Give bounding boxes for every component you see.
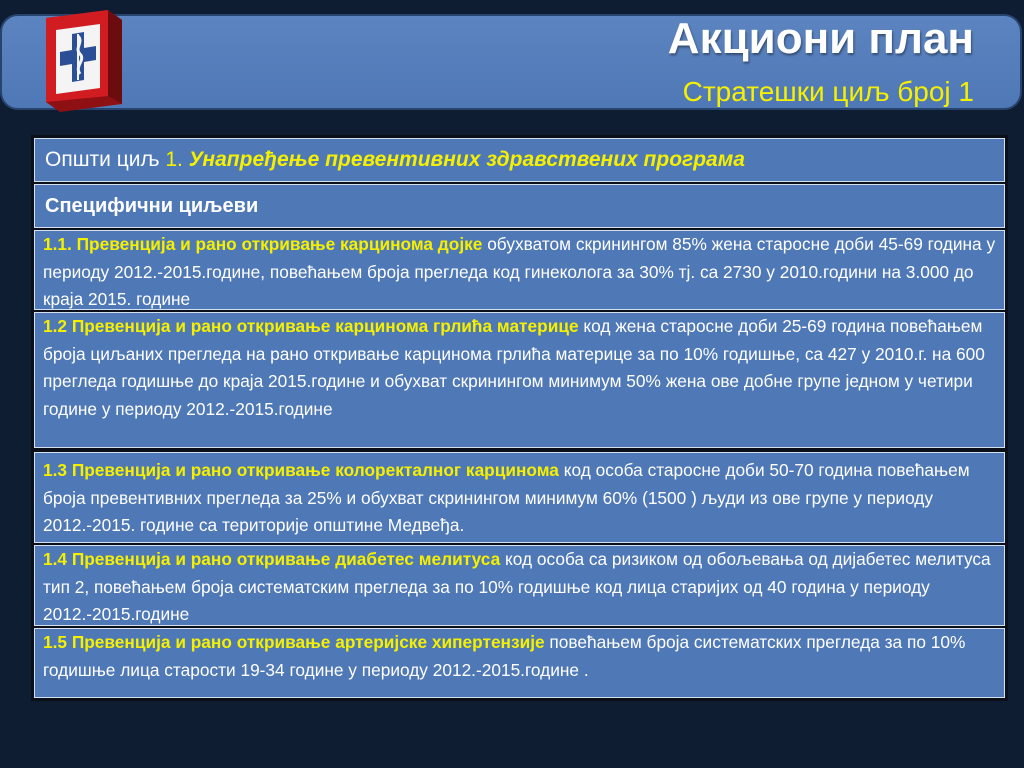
goal-text: код жена старосне доби 25-69 година повећањем броја циљаних прегледа на рано откривање карцинома грлића материце за по 10% годишње, са 427 у 2010.г. на 600 прегледа годишње до краја 2015.године и обухват скринингом минимум 50% жена ове добне групе једном у четири године у периоду 2012.-2015.године [43, 316, 985, 419]
goal-title: 1.2 Превенција и рано откривање карцинома грлића материце [43, 316, 579, 336]
general-goal-number: 1. [165, 148, 183, 171]
page-subtitle: Стратешки циљ број 1 [682, 76, 974, 107]
goal-text: код особа са ризиком од обољевања од дијабетес мелитуса тип 2, повећањем броја систематским прегледа за по 10% годишње код лица старијих од 40 година у периоду 2012.-2015.године [43, 549, 991, 624]
general-goal-row [34, 138, 1005, 182]
specific-goals-header [34, 184, 1005, 228]
goal-row-1-1 [34, 230, 1005, 310]
goal-row-1-3 [34, 452, 1005, 543]
goal-row-1-4 [34, 545, 1005, 626]
general-goal-label: Општи циљ [45, 148, 166, 171]
goal-title: 1.1. Превенција и рано откривање карцинома дојке [43, 234, 483, 254]
goal-text: обухватом скринингом 85% жена старосне доби 45-69 година у периоду 2012.-2015.године, повећањем броја прегледа код гинеколога за 30% тј. са 2730 у 2010.години на 3.000 до краја 2015. године [43, 234, 996, 309]
goal-row-1-2 [34, 312, 1005, 448]
action-plan-table [31, 135, 1008, 701]
page-title: Акциони план [667, 14, 974, 63]
general-goal-text: Унапређење превентивних здравствених програма [182, 148, 745, 171]
goal-title: 1.3 Превенција и рано откривање колоректалног карцинома [43, 460, 559, 480]
specific-goals-label: Специфични циљеви [45, 195, 259, 217]
health-cross-logo-icon [38, 8, 130, 114]
goal-text: повећањем броја систематских прегледа за по 10% годишње лица старости 19-34 године у периоду 2012.-2015.године . [43, 632, 966, 680]
goal-text: код особа старосне доби 50-70 година повећањем броја превентивних прегледа за 25% и обухват скринингом минимум 60% (1500 ) људи из ове групе у периоду 2012.-2015. године са територије општине Медвеђа. [43, 460, 970, 535]
goal-title: 1.5 Превенција и рано откривање артеријске хипертензије [43, 632, 545, 652]
goal-row-1-5 [34, 628, 1005, 698]
goal-title: 1.4 Превенција и рано откривање диабетес мелитуса [43, 549, 501, 569]
